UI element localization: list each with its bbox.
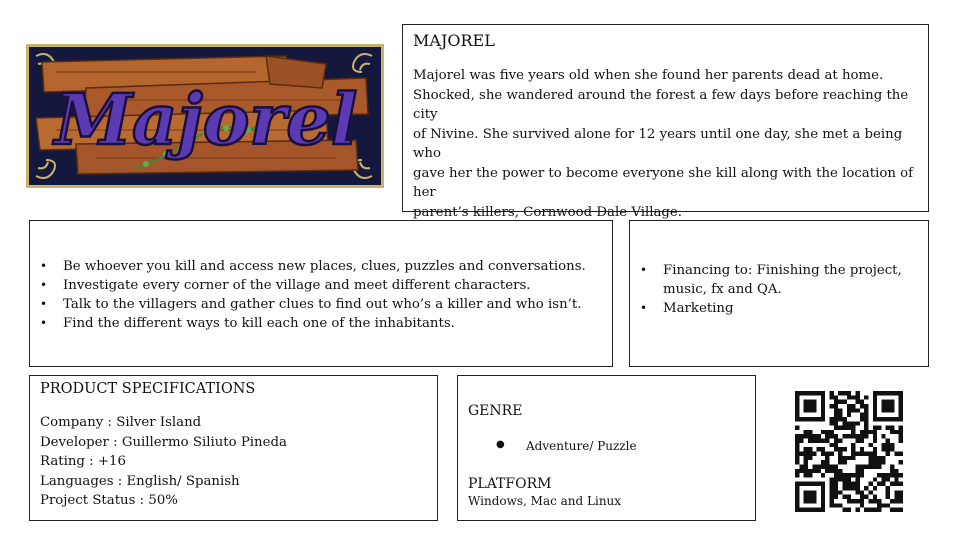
story-line: Shocked, she wandered around the forest a few days before reaching the city bbox=[413, 87, 909, 122]
story-title: MAJOREL bbox=[413, 31, 495, 50]
qr-code-icon bbox=[795, 390, 903, 513]
platform-value: Windows, Mac and Linux bbox=[468, 494, 622, 508]
spec-rating: Rating : +16 bbox=[40, 454, 126, 469]
feature-item: • Investigate every corner of the village and meet different characters. bbox=[38, 276, 602, 295]
features-list bbox=[38, 257, 602, 333]
spec-company: Company : Silver Island bbox=[40, 415, 202, 430]
platform-label: PLATFORM bbox=[468, 476, 552, 492]
feature-item: • Be whoever you kill and access new places, clues, puzzles and conversations. bbox=[38, 257, 602, 276]
feature-item: • Find the different ways to kill each one of the inhabitants. bbox=[38, 314, 602, 333]
logo-text: Majorel bbox=[54, 78, 358, 161]
specs-title: PRODUCT SPECIFICATIONS bbox=[40, 381, 256, 397]
story-line: Majorel was five years old when she found her parents dead at home. bbox=[413, 68, 884, 83]
funding-list bbox=[638, 261, 918, 318]
funding-item: • Financing to: Finishing the project, music, fx and QA. bbox=[638, 261, 918, 299]
spec-languages: Languages : English/ Spanish bbox=[40, 473, 240, 489]
story-line: parent’s killers, Cornwood Dale Village. bbox=[413, 204, 682, 220]
funding-panel bbox=[629, 220, 929, 367]
story-line: gave her the power to become everyone she kill along with the location of her bbox=[413, 165, 914, 200]
funding-item: • Marketing bbox=[638, 299, 918, 318]
genre-item: ● Adventure/ Puzzle bbox=[496, 439, 745, 453]
spec-status: Project Status : 50% bbox=[40, 493, 178, 508]
majorel-logo bbox=[26, 44, 384, 188]
story-panel bbox=[402, 24, 929, 220]
features-panel bbox=[29, 220, 613, 367]
genre-platform-panel bbox=[457, 375, 756, 521]
genre-label: GENRE bbox=[468, 403, 523, 419]
product-specs-panel bbox=[29, 375, 438, 521]
spec-developer: Developer : Guillermo Siliuto Pineda bbox=[40, 434, 287, 450]
feature-item: • Talk to the villagers and gather clues to find out who’s a killer and who isn’t. bbox=[38, 295, 602, 314]
story-text bbox=[413, 66, 918, 222]
story-line: of Nivine. She survived alone for 12 years until one day, she met a being who bbox=[413, 126, 903, 161]
